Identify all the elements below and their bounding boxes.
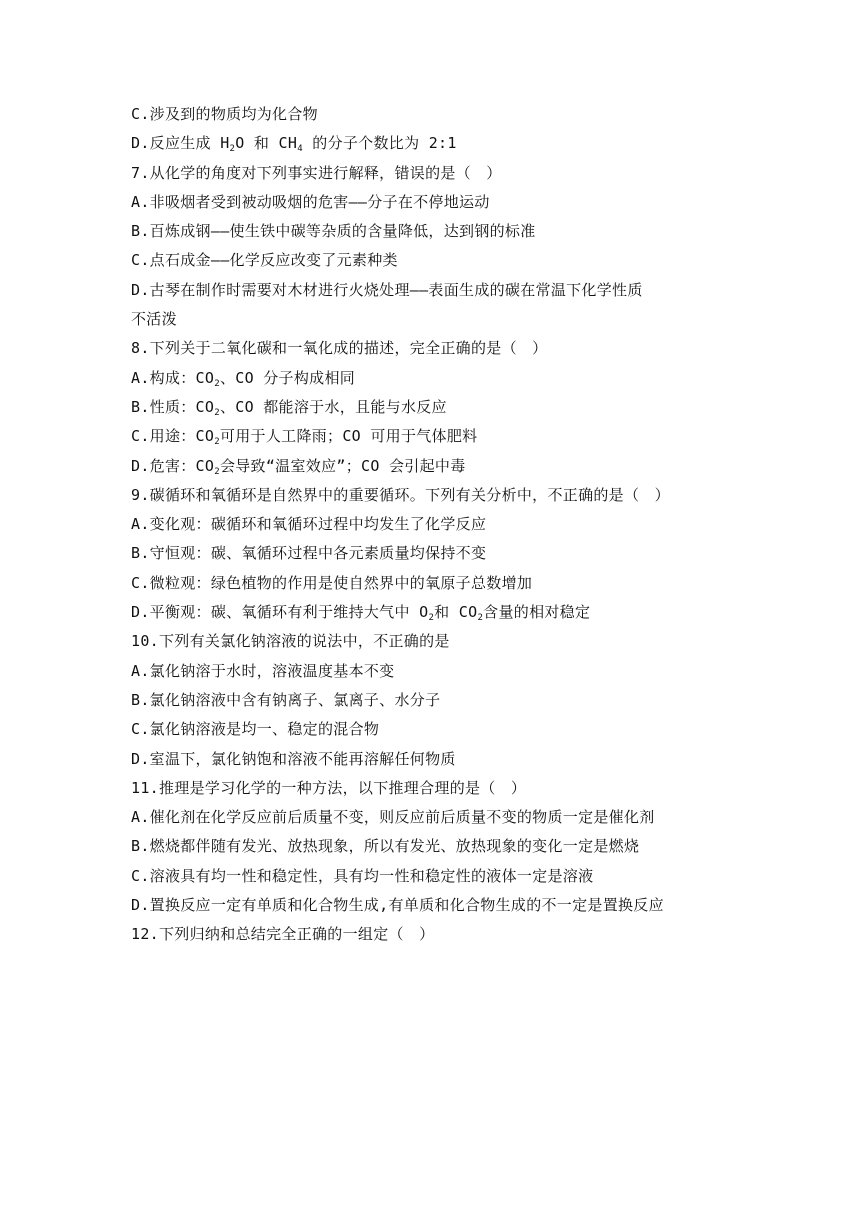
text-segment: D.危害：CO xyxy=(131,456,215,475)
text-segment: 含量的相对稳定 xyxy=(483,603,591,622)
text-line xyxy=(131,745,741,774)
text-line xyxy=(131,276,741,305)
text-segment: D.室温下，氯化钠饱和溶液不能再溶解任何物质 xyxy=(131,749,456,768)
text-line xyxy=(131,774,741,803)
text-segment: 会导致“温室效应”；CO 会引起中毒 xyxy=(219,456,466,475)
text-line xyxy=(131,627,741,656)
text-line xyxy=(131,422,741,451)
text-line xyxy=(131,481,741,510)
text-segment: 7.从化学的角度对下列事实进行解释，错误的是（ ） xyxy=(131,163,502,182)
text-segment: A.氯化钠溶于水时，溶液温度基本不变 xyxy=(131,661,395,680)
text-segment: C.溶液具有均一性和稳定性，具有均一性和稳定性的液体一定是溶液 xyxy=(131,866,594,885)
text-segment: 、CO 分子构成相同 xyxy=(219,368,356,387)
text-line xyxy=(131,539,741,568)
text-segment: 8.下列关于二氧化碳和一氧化成的描述，完全正确的是（ ） xyxy=(131,339,548,358)
question-text-block xyxy=(131,100,741,950)
text-line xyxy=(131,100,741,129)
text-line xyxy=(131,129,741,158)
text-line xyxy=(131,188,741,217)
text-segment: D.置换反应一定有单质和化合物生成,有单质和化合物生成的不一定是置换反应 xyxy=(131,896,664,915)
text-segment: A.非吸烟者受到被动吸烟的危害——分子在不停地运动 xyxy=(131,192,490,211)
text-segment: 12.下列归纳和总结完全正确的一组定（ ） xyxy=(131,925,435,944)
text-line xyxy=(131,159,741,188)
subscript: 2 xyxy=(214,407,220,418)
text-segment: O 和 CH xyxy=(235,134,298,153)
subscript: 2 xyxy=(214,378,220,389)
text-line xyxy=(131,891,741,920)
text-segment: D.反应生成 H xyxy=(131,134,230,153)
text-segment: 可用于人工降雨；CO 可用于气体肥料 xyxy=(219,427,478,446)
subscript: 2 xyxy=(214,466,220,477)
text-line xyxy=(131,364,741,393)
text-line xyxy=(131,832,741,861)
text-segment: D.古琴在制作时需要对木材进行火烧处理——表面生成的碳在常温下化学性质 xyxy=(131,280,643,299)
subscript: 2 xyxy=(229,144,236,155)
text-line xyxy=(131,334,741,363)
text-segment: 不活泼 xyxy=(131,310,177,329)
subscript: 2 xyxy=(477,613,484,624)
text-line xyxy=(131,657,741,686)
text-line xyxy=(131,217,741,246)
text-segment: C.微粒观：绿色植物的作用是使自然界中的氧原子总数增加 xyxy=(131,573,533,592)
text-line xyxy=(131,393,741,422)
text-segment: B.守恒观：碳、氧循环过程中各元素质量均保持不变 xyxy=(131,544,487,563)
text-segment: D.平衡观：碳、氧循环有利于维持大气中 O xyxy=(131,603,429,622)
text-line xyxy=(131,510,741,539)
text-line xyxy=(131,686,741,715)
text-line xyxy=(131,598,741,627)
text-segment: C.用途：CO xyxy=(131,427,215,446)
subscript: 2 xyxy=(214,437,220,448)
text-segment: A.催化剂在化学反应前后质量不变，则反应前后质量不变的物质一定是催化剂 xyxy=(131,808,655,827)
text-segment: 9.碳循环和氧循环是自然界中的重要循环。下列有关分析中，不正确的是（ ） xyxy=(131,485,670,504)
text-line xyxy=(131,715,741,744)
text-segment: 的分子个数比为 2:1 xyxy=(302,134,457,153)
text-segment: C.氯化钠溶液是均一、稳定的混合物 xyxy=(131,720,380,739)
text-segment: A.变化观：碳循环和氧循环过程中均发生了化学反应 xyxy=(131,515,487,534)
text-segment: B.燃烧都伴随有发光、放热现象，所以有发光、放热现象的变化一定是燃烧 xyxy=(131,837,640,856)
text-segment: 、CO 都能溶于水，且能与水反应 xyxy=(219,397,447,416)
text-segment: C.涉及到的物质均为化合物 xyxy=(131,105,318,123)
subscript: 4 xyxy=(297,144,303,155)
text-segment: 11.推理是学习化学的一种方法，以下推理合理的是（ ） xyxy=(131,778,527,797)
text-segment: B.性质：CO xyxy=(131,397,215,416)
text-segment: B.百炼成钢——使生铁中碳等杂质的含量降低，达到钢的标准 xyxy=(131,222,536,241)
text-line xyxy=(131,803,741,832)
text-segment: 10.下列有关氯化钠溶液的说法中，不正确的是 xyxy=(131,632,450,651)
text-line xyxy=(131,452,741,481)
text-line xyxy=(131,246,741,275)
subscript: 2 xyxy=(428,613,435,624)
text-segment: 和 CO xyxy=(434,603,478,622)
text-line xyxy=(131,862,741,891)
text-line xyxy=(131,920,741,949)
text-segment: A.构成：CO xyxy=(131,368,215,387)
text-line xyxy=(131,569,741,598)
text-line xyxy=(131,305,741,334)
text-segment: C.点石成金——化学反应改变了元素种类 xyxy=(131,251,398,270)
text-segment: B.氯化钠溶液中含有钠离子、氯离子、水分子 xyxy=(131,690,441,709)
